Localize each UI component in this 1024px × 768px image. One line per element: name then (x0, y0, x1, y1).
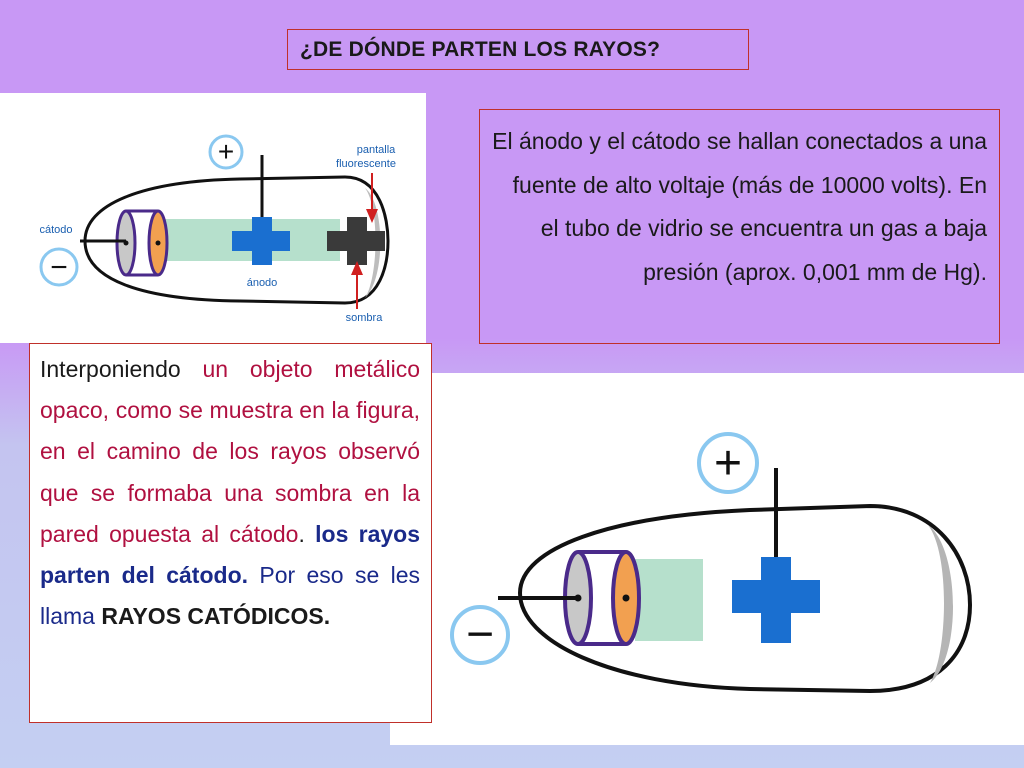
text-segment-10: los rayos parten del cátodo. (40, 520, 421, 589)
text-segment-2: un (202, 356, 229, 382)
text-segment-5: opaco, como se muestra en la figura, en el camino de los rayos (40, 397, 420, 465)
text-segment-1: Interponiendo (40, 356, 181, 382)
text-segment-6: observó (338, 438, 421, 465)
label-fluorescente: fluorescente (336, 158, 396, 170)
cathode-ray-beam (635, 559, 703, 641)
text-segment-12: RAYOS CATÓDICOS. (101, 603, 331, 630)
minus-sign: − (465, 608, 495, 661)
text-segment-9: . (298, 520, 305, 547)
plus-sign: + (713, 437, 743, 490)
text-segment-8: cátodo (229, 520, 299, 547)
label-sombra: sombra (345, 312, 383, 324)
text-segment-7b (219, 521, 229, 547)
explanation-box-right (479, 109, 1000, 344)
label-catodo: cátodo (39, 224, 73, 236)
text-segment-3: objeto (249, 356, 313, 382)
text-segment-4: metálico (334, 356, 420, 382)
crookes-tube-diagram (390, 373, 1024, 745)
minus-sign: − (50, 251, 68, 284)
figure-top-left (0, 93, 426, 343)
title-box (287, 29, 749, 70)
plus-sign: + (217, 136, 235, 167)
crookes-tube-labeled-diagram (0, 93, 426, 343)
explanation-box-left (29, 343, 432, 723)
label-pantalla: pantalla (356, 144, 396, 156)
slide-title: ¿DE DÓNDE PARTEN LOS RAYOS? (300, 37, 661, 61)
text-segment-11: Por eso se les llama (40, 562, 420, 630)
figure-bottom-right (390, 373, 1024, 745)
text-segment-7: que se formaba una sombra en la pared opuesta al (40, 479, 420, 547)
label-anodo: ánodo (246, 277, 278, 289)
explanation-text: El ánodo y el cátodo se hallan conectados a una fuente de alto voltaje (más de 10000 volts). En el tubo de vidrio se encuentra un gas a baja presión (aprox. 0,001 mm de Hg). (492, 128, 987, 285)
